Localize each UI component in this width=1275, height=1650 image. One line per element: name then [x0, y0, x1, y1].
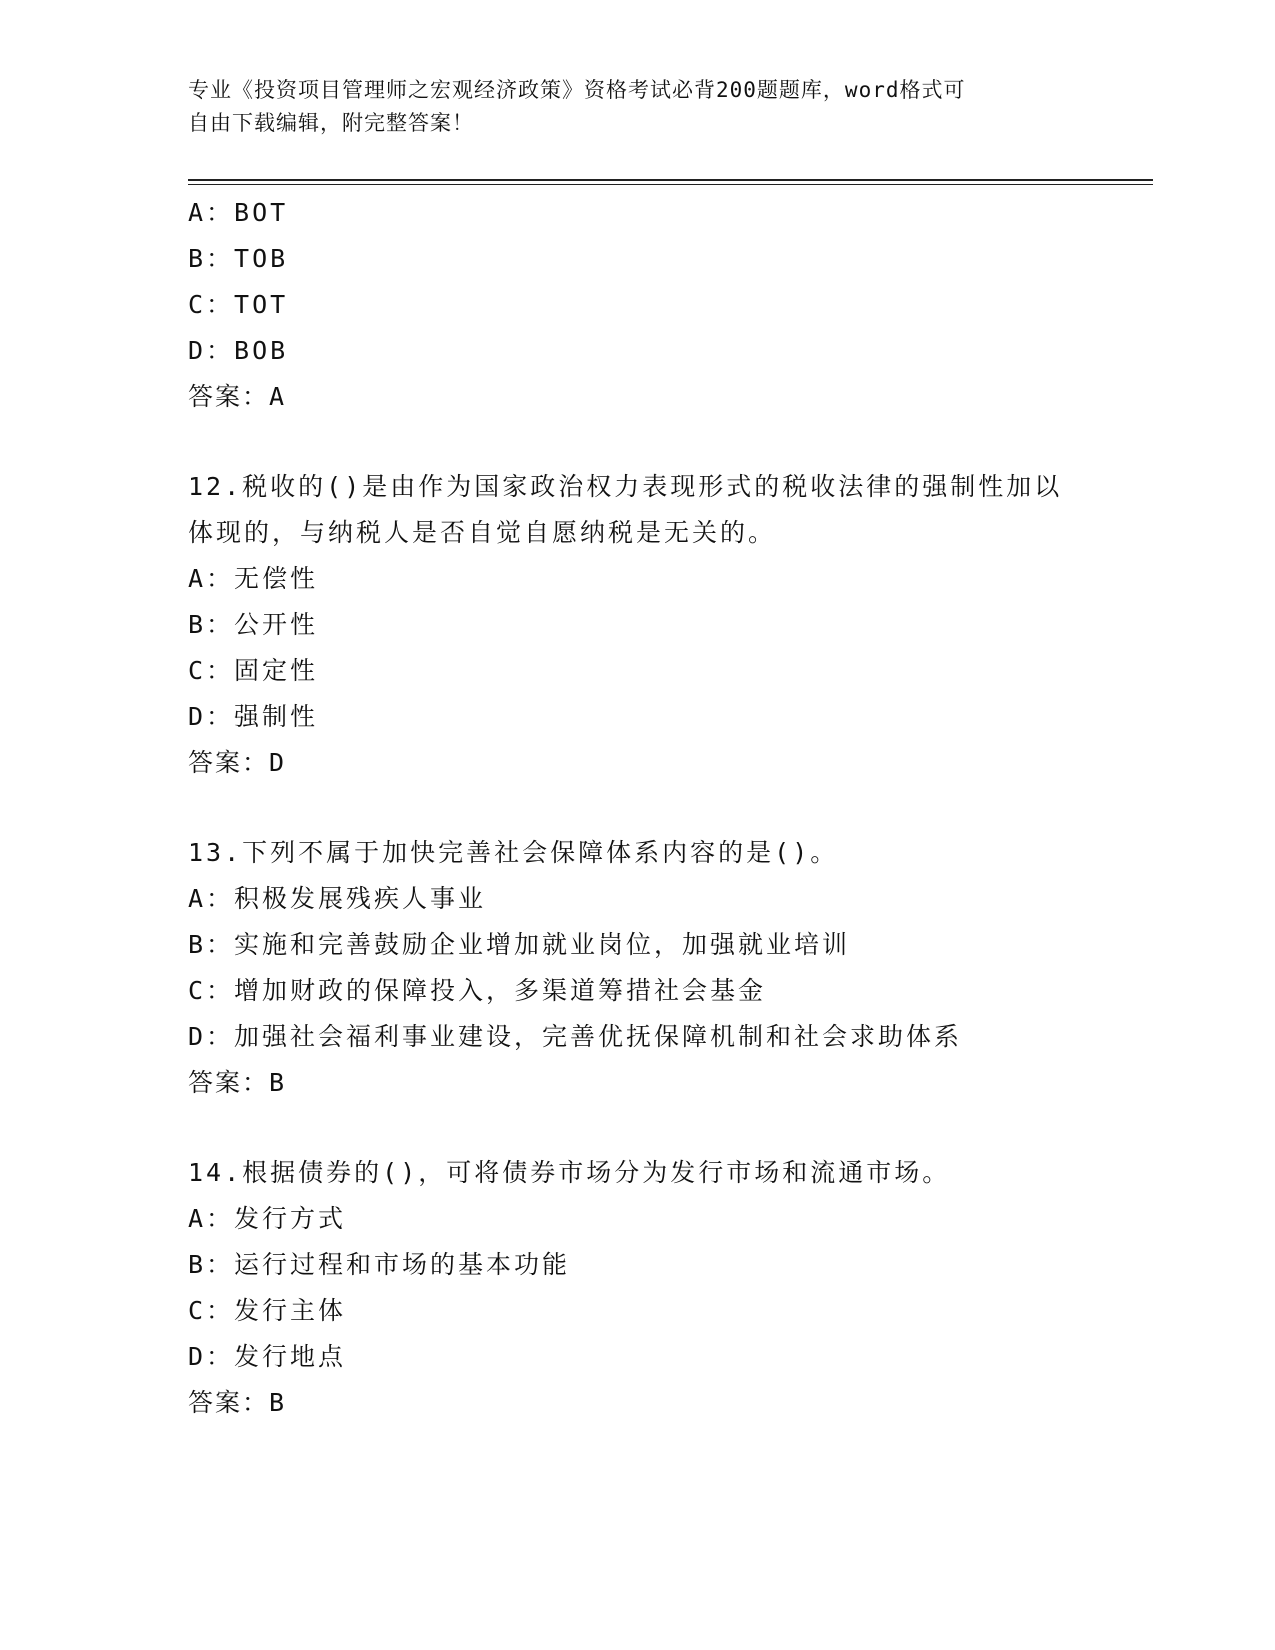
answer: 答案：D: [188, 748, 287, 777]
option-c: C：增加财政的保障投入，多渠道筹措社会基金: [188, 976, 767, 1005]
question-stem: 13.下列不属于加快完善社会保障体系内容的是()。: [188, 838, 839, 867]
spacer: [188, 786, 1148, 830]
header-divider-thick: [188, 179, 1153, 181]
spacer: [188, 1106, 1148, 1150]
answer: 答案：B: [188, 1388, 287, 1417]
option-d: D：强制性: [188, 702, 319, 731]
question-list: [188, 190, 1148, 1426]
question-stem-line-2: 体现的，与纳税人是否自觉自愿纳税是无关的。: [188, 518, 777, 547]
option-b: B：运行过程和市场的基本功能: [188, 1250, 571, 1279]
option-b: B：公开性: [188, 610, 319, 639]
option-a: A：无偿性: [188, 564, 319, 593]
option-c: C：发行主体: [188, 1296, 347, 1325]
option-b: B：TOB: [188, 244, 289, 273]
header-line-1: 专业《投资项目管理师之宏观经济政策》资格考试必背200题题库，word格式可: [188, 78, 966, 102]
question-13: [188, 830, 1148, 1106]
option-d: D：BOB: [188, 336, 289, 365]
question-12: [188, 464, 1148, 786]
question-14: [188, 1150, 1148, 1426]
option-a: A：发行方式: [188, 1204, 347, 1233]
answer: 答案：B: [188, 1068, 287, 1097]
option-a: A：BOT: [188, 198, 289, 227]
header-line-2: 自由下载编辑，附完整答案！: [188, 111, 474, 135]
option-c: C：固定性: [188, 656, 319, 685]
option-a: A：积极发展残疾人事业: [188, 884, 487, 913]
question-stem: 14.根据债券的()，可将债券市场分为发行市场和流通市场。: [188, 1158, 951, 1187]
answer: 答案：A: [188, 382, 287, 411]
option-b: B：实施和完善鼓励企业增加就业岗位，加强就业培训: [188, 930, 851, 959]
document-header: [188, 74, 1088, 140]
question-11: [188, 190, 1148, 420]
question-stem-line-1: 12.税收的()是由作为国家政治权力表现形式的税收法律的强制性加以: [188, 472, 1063, 501]
spacer: [188, 420, 1148, 464]
header-divider-thin: [188, 184, 1153, 185]
option-c: C：TOT: [188, 290, 289, 319]
option-d: D：加强社会福利事业建设，完善优抚保障机制和社会求助体系: [188, 1022, 963, 1051]
option-d: D：发行地点: [188, 1342, 347, 1371]
